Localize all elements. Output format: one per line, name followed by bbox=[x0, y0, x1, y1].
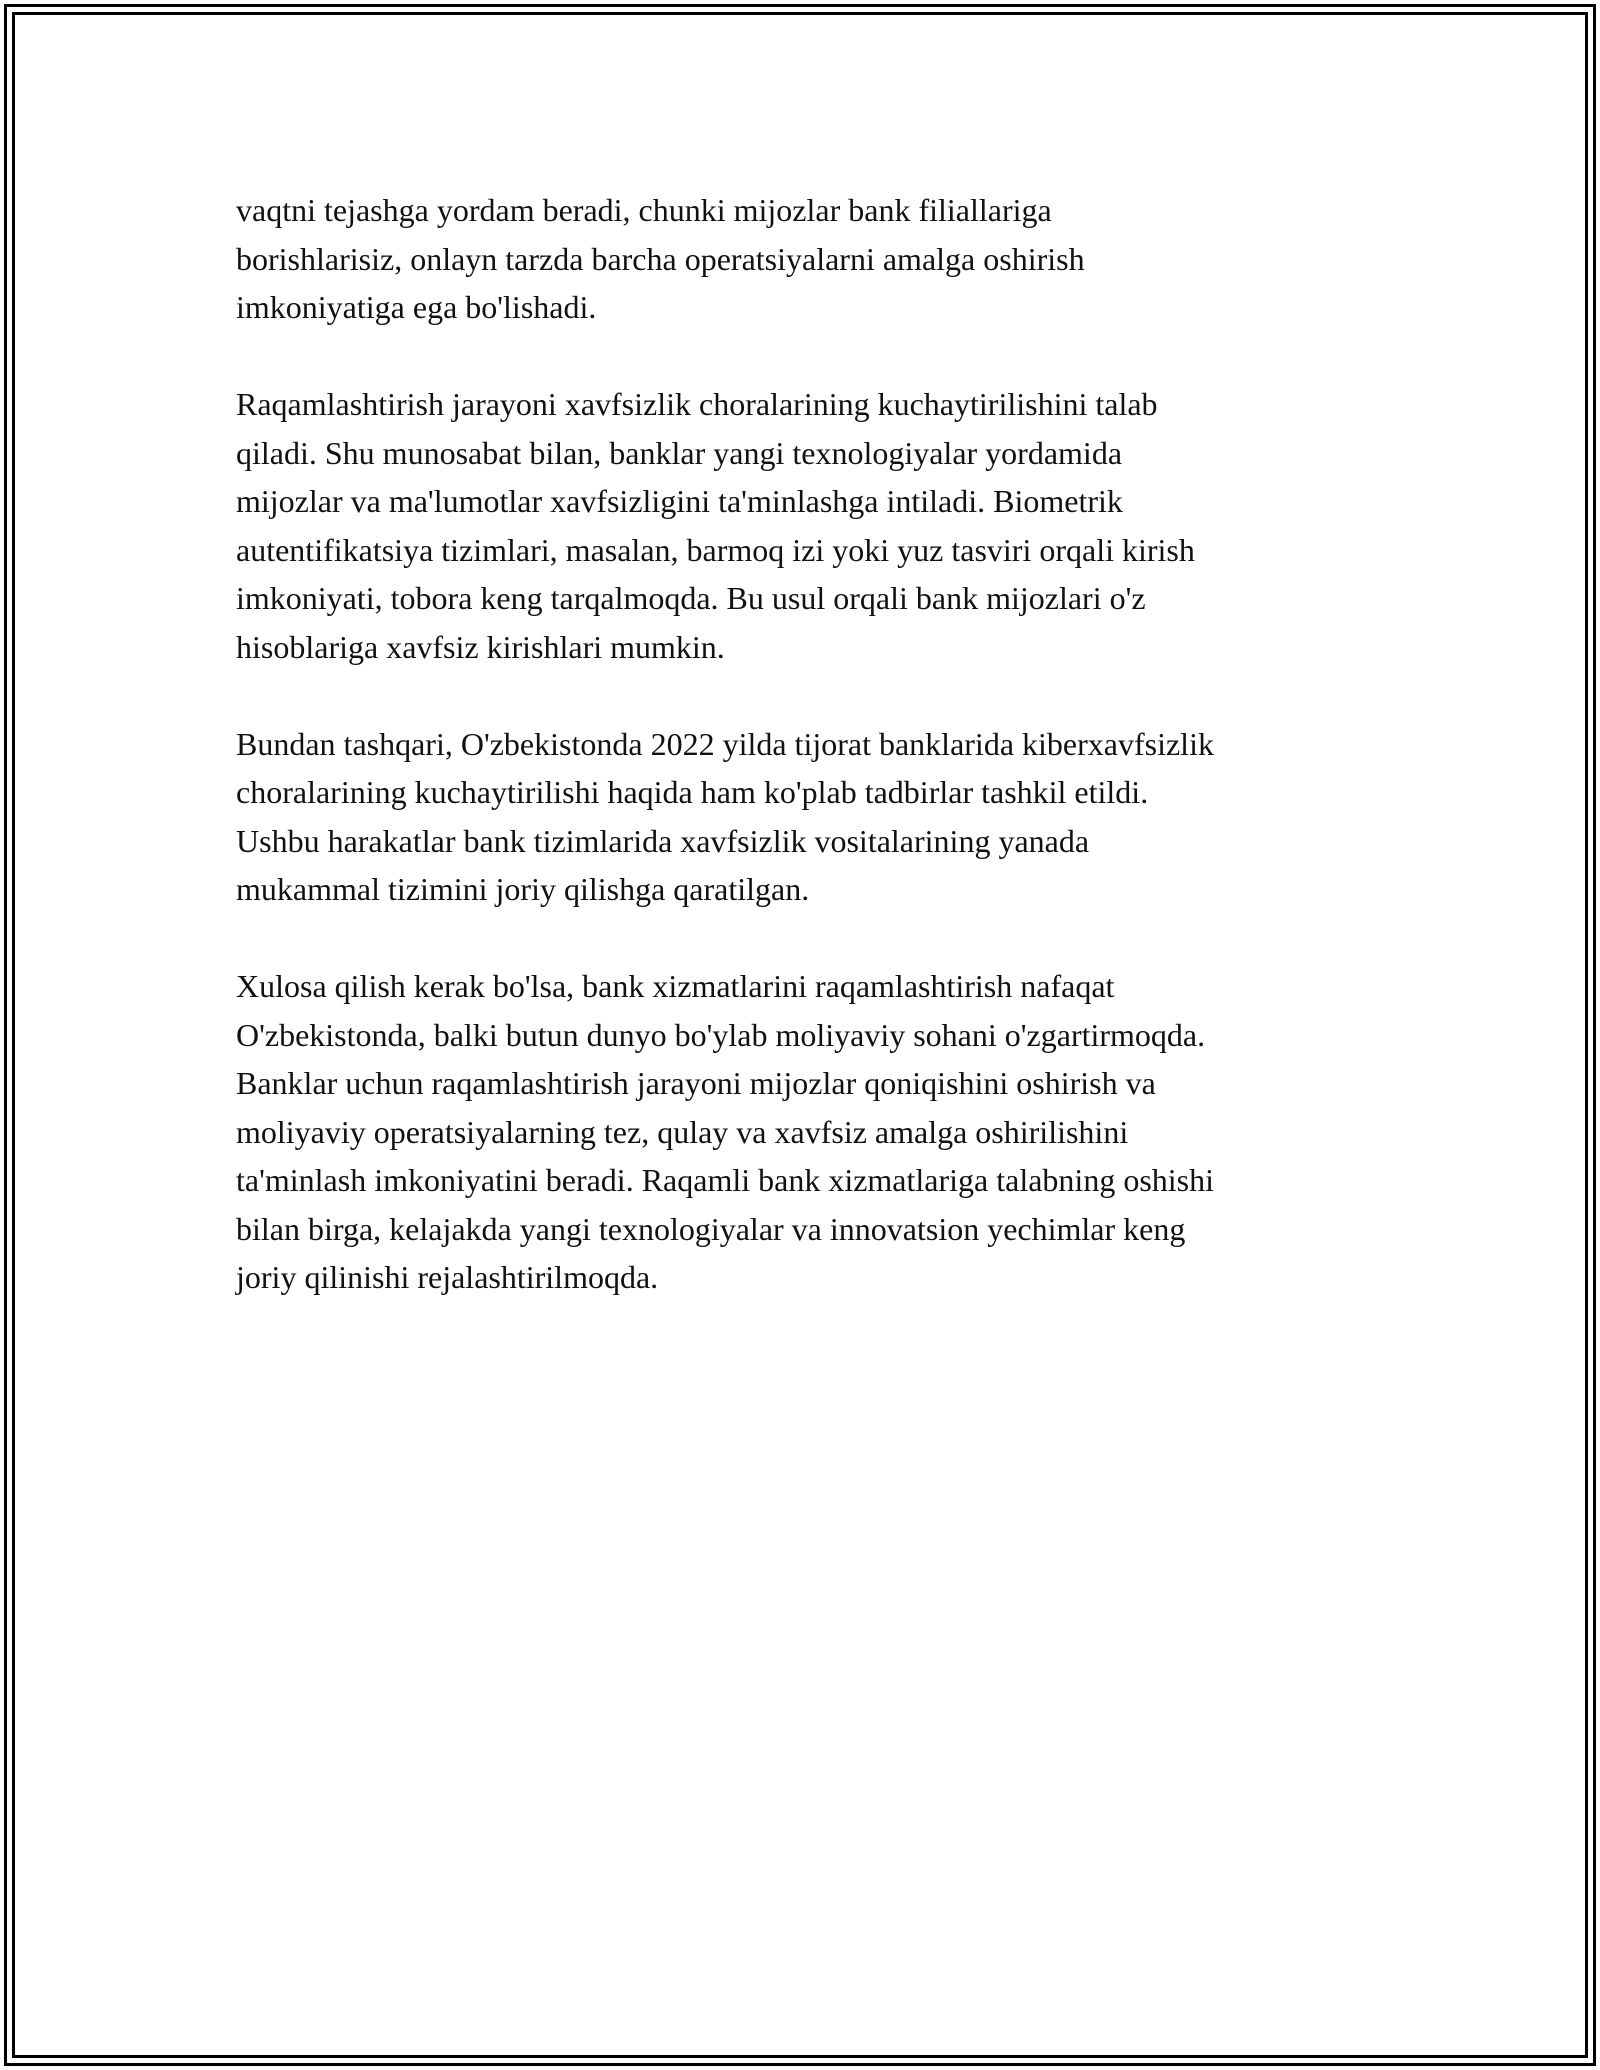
paragraph-3: Bundan tashqari, O'zbekistonda 2022 yilda tijorat banklarida kiberxavfsizlik choralarining kuchaytirilishi haqida ham ko'plab tadbirlar tashkil etildi. Ushbu harakatlar bank tizimlarida xavfsizlik vositalarining yanada mukammal tizimini joriy qilishga qaratilgan. bbox=[236, 725, 1214, 907]
paragraph-4: Xulosa qilish kerak bo'lsa, bank xizmatlarini raqamlashtirish nafaqat O'zbekistonda, balki butun dunyo bo'ylab moliyaviy sohani o'zgartirmoqda. Banklar uchun raqamlashtirish jarayoni mijozlar qoniqishini oshirish va moliyaviy operatsiyalarning tez, qulay va xavfsiz amalga oshirilishini ta'minlash imkoniyatini beradi. Raqamli bank xizmatlariga talabning oshishi bilan birga, kelajakda yangi texnologiyalar va innovatsion yechimlar keng joriy qilinishi rejalashtirilmoqda. bbox=[236, 968, 1214, 1295]
paragraph-2: Raqamlashtirish jarayoni xavfsizlik choralarining kuchaytirilishini talab qiladi. Shu munosabat bilan, banklar yangi texnologiyalar yordamida mijozlar va ma'lumotlar xavfsizligini ta'minlashga intiladi. Biometrik autentifikatsiya tizimlari, masalan, barmoq izi yoki yuz tasviri orqali kirish imkoniyati, tobora keng tarqalmoqda. Bu usul orqali bank mijozlari o'z hisoblariga xavfsiz kirishlari mumkin. bbox=[236, 386, 1195, 665]
document-body bbox=[236, 186, 1416, 1350]
paragraph-1: vaqtni tejashga yordam beradi, chunki mijozlar bank filiallariga borishlarisiz, onlayn tarzda barcha operatsiyalarni amalga oshirish imkoniyatiga ega bo'lishadi. bbox=[236, 192, 1085, 325]
